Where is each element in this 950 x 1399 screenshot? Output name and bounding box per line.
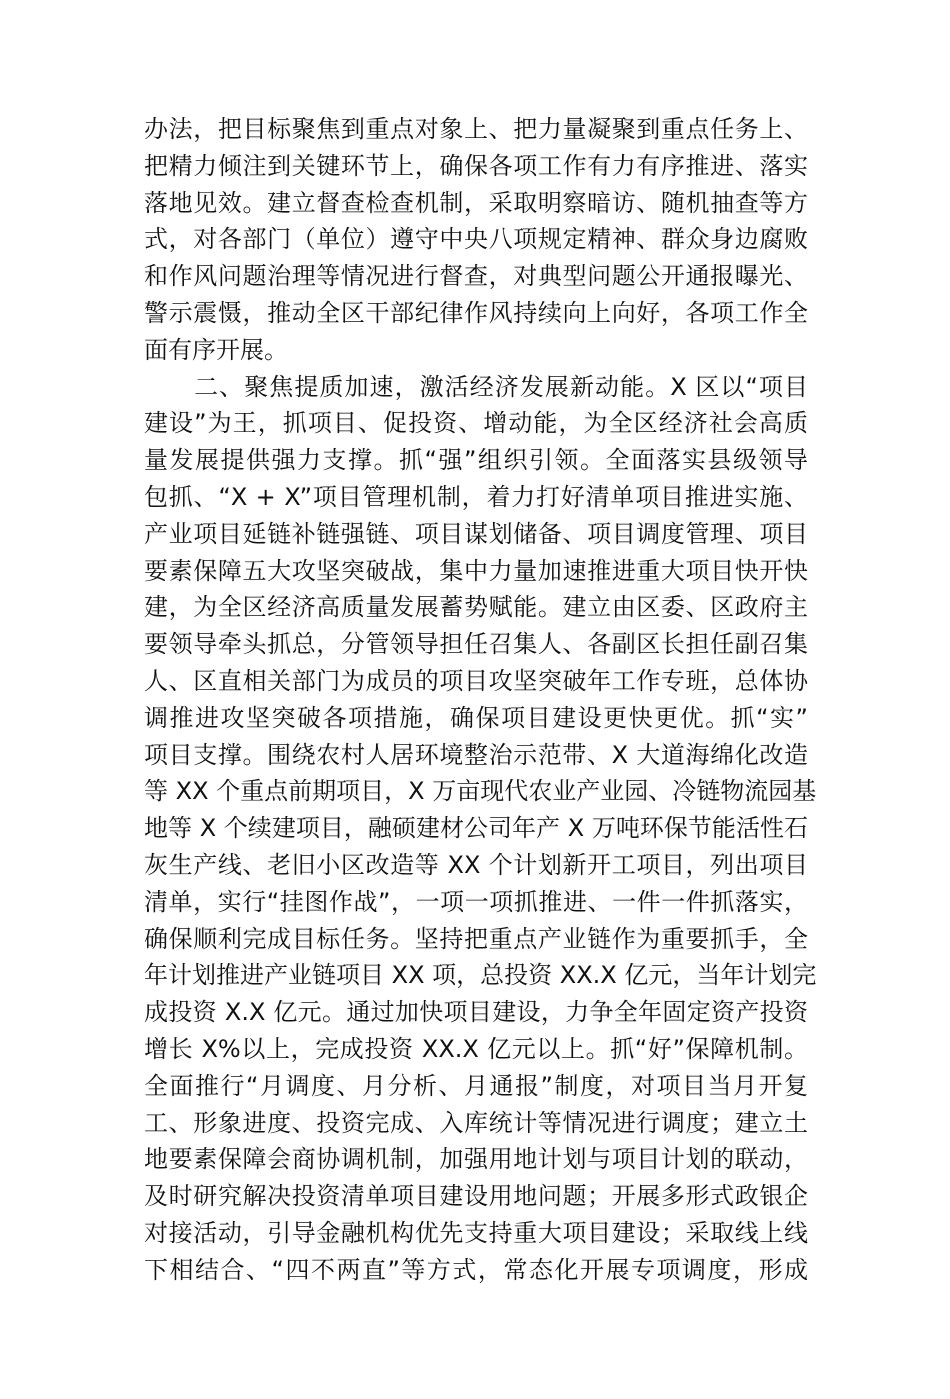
paragraph-1 [144, 111, 808, 369]
text-line: 要领导牵头抓总，分管领导担任召集人、各副区长担任副召集 [144, 630, 808, 659]
text-line: 面有序开展。 [144, 335, 288, 364]
text-line: 地要素保障会商协调机制，加强用地计划与项目计划的联动， [144, 1145, 808, 1174]
text-line: 清单，实行“挂图作战”，一项一项抓推进、一件一件抓落实， [144, 887, 808, 916]
text-line: 成投资 X.X 亿元。通过加快项目建设，力争全年固定资产投资 [144, 998, 808, 1027]
text-line: 人、区直相关部门为成员的项目攻坚突破年工作专班，总体协 [144, 666, 808, 695]
text-line: 警示震慑，推动全区干部纪律作风持续向上向好，各项工作全 [144, 298, 808, 327]
text-line: 产业项目延链补链强链、项目谋划储备、项目调度管理、项目 [144, 519, 808, 548]
text-line: 项目支撑。围绕农村人居环境整治示范带、X 大道海绵化改造 [144, 740, 808, 769]
text-line: 灰生产线、老旧小区改造等 XX 个计划新开工项目，列出项目 [144, 850, 808, 879]
text-line: 量发展提供强力支撑。抓“强”组织引领。全面落实县级领导 [144, 446, 808, 475]
text-line: 和作风问题治理等情况进行督查，对典型问题公开通报曝光、 [144, 262, 808, 291]
text-line [144, 1362, 808, 1399]
text-line: 下相结合、“四不两直”等方式，常态化开展专项调度，形成 [144, 1255, 808, 1284]
text-line: 确保顺利完成目标任务。坚持把重点产业链作为重要抓手，全 [144, 924, 808, 953]
text-line: 年计划推进产业链项目 XX 项，总投资 XX.X 亿元，当年计划完 [144, 961, 817, 990]
text-line: 调推进攻坚突破各项措施，确保项目建设更快更优。抓“实” [144, 703, 808, 732]
text-line: 落地见效。建立督查检查机制，采取明察暗访、随机抽查等方 [144, 188, 808, 217]
text-line: 办法，把目标聚焦到重点对象上、把力量凝聚到重点任务上、 [144, 115, 808, 143]
text-line: 把精力倾注到关键环节上，确保各项工作有力有序推进、落实 [144, 151, 808, 180]
text-line: 增长 X%以上，完成投资 XX.X 亿元以上。抓“好”保障机制。 [144, 1034, 808, 1063]
text-line: 包抓、“X + X”项目管理机制，着力打好清单项目推进实施、 [144, 482, 808, 511]
text-line: 全面推行“月调度、月分析、月通报”制度，对项目当月开复 [144, 1071, 808, 1100]
text-line: 对接活动，引导金融机构优先支持重大项目建设；采取线上线 [144, 1218, 808, 1247]
text-line: 建，为全区经济高质量发展蓄势赋能。建立由区委、区政府主 [144, 593, 808, 622]
text-line: 式，对各部门（单位）遵守中央八项规定精神、群众身边腐败 [144, 225, 808, 254]
text-line: 要素保障五大攻坚突破战，集中力量加速推进重大项目快开快 [144, 556, 808, 585]
body-text [144, 111, 817, 1399]
paragraph-2 [144, 369, 817, 1399]
text-line: 建设”为王，抓项目、促投资、增动能，为全区经济社会高质 [144, 409, 808, 438]
text-line: 地等 X 个续建项目，融硕建材公司年产 X 万吨环保节能活性石 [144, 814, 808, 843]
text-line [144, 1289, 808, 1326]
text-line: 工、形象进度、投资完成、入库统计等情况进行调度；建立土 [144, 1108, 808, 1137]
text-line: 及时研究解决投资清单项目建设用地问题；开展多形式政银企 [144, 1182, 808, 1211]
text-line: 等 XX 个重点前期项目，X 万亩现代农业产业园、冷链物流园基 [144, 777, 817, 806]
text-line: 二、聚焦提质加速，激活经济发展新动能。X 区以“项目 [144, 372, 808, 401]
